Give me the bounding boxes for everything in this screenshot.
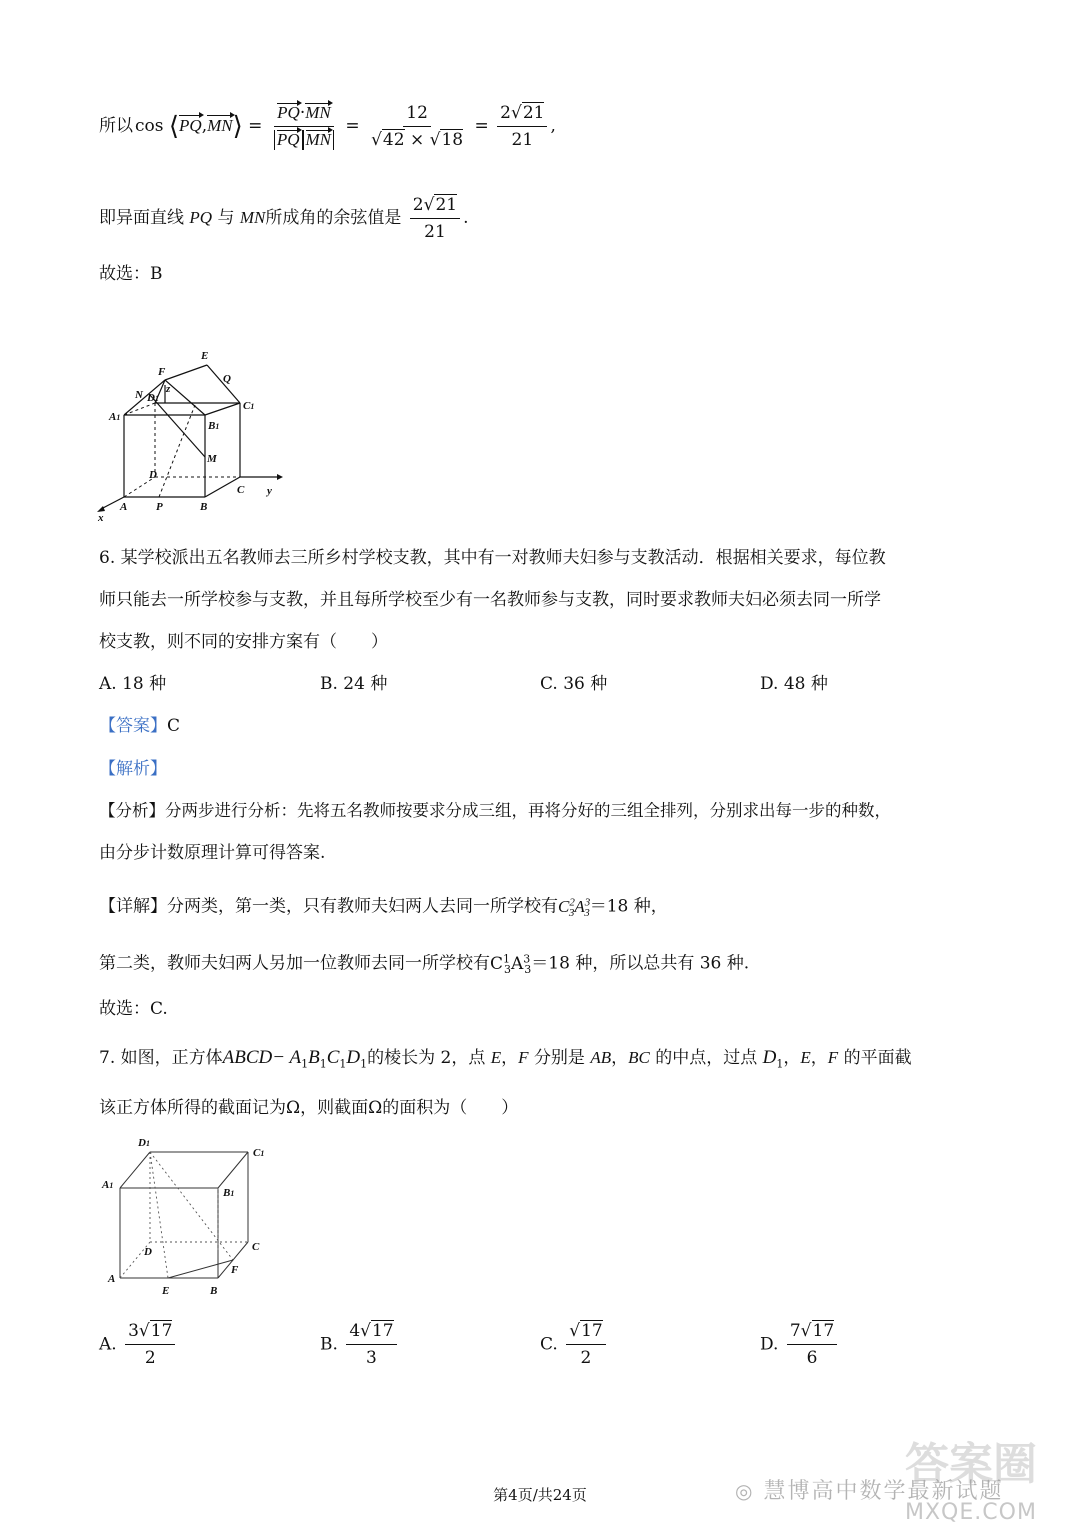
label-A: A xyxy=(120,501,128,513)
figure-cube-section xyxy=(100,1130,275,1300)
q7-option-d: D. $\frac{7√17}{6}$ xyxy=(760,1320,840,1369)
label7-A: A xyxy=(108,1273,116,1285)
figure-cube-coordinate xyxy=(95,345,285,525)
label-E: E xyxy=(201,350,209,362)
label-D1: D1 xyxy=(147,392,159,404)
wechat-icon: ◎ xyxy=(735,1479,755,1503)
q7-option-b: B. $\frac{4√17}{3}$ xyxy=(320,1320,400,1369)
q7-line2: 该正方体所得的截面记为Ω，则截面Ω的面积为（ ） xyxy=(99,1098,519,1118)
label-A1: A1 xyxy=(109,411,121,423)
q7-option-c: C. $\frac{√17}{2}$ xyxy=(540,1320,609,1369)
watermark-wechat: ◎ 慧博高中数学最新试题 xyxy=(735,1479,1004,1504)
label-C1: C1 xyxy=(243,400,255,412)
numeric-fraction: $\frac{12}{√42 \times √18}$ xyxy=(371,103,464,150)
label-B: B xyxy=(200,501,208,513)
label-z: z xyxy=(166,383,171,395)
conclusion-line: 即异面直线 PQ 与 MN所成角的余弦值是 $\frac{2√21}{21}$ . xyxy=(99,195,469,242)
q6-option-b: B. 24 种 xyxy=(320,674,388,694)
result-fraction: $\frac{2√21}{21}$ xyxy=(497,102,547,151)
q6-line1: 6. 某学校派出五名教师去三所乡村学校支教，其中有一对教师夫妇参与支教活动．根据相关要求，每位教 xyxy=(99,548,886,568)
q7-option-a: A. $\frac{3√17}{2}$ xyxy=(99,1320,178,1369)
q6-select: 故选：C. xyxy=(99,999,168,1019)
cos-formula: 所以 cos ⟨PQ,MN⟩ = $\frac{PQ\cdot MN}{\text{PQ MN}}$ = $\frac{12}{√42 \times √18}$ = $\frac{2√21}{21}$ , xyxy=(99,103,556,150)
label-B1: B1 xyxy=(208,420,220,432)
label-y: y xyxy=(267,485,272,497)
label7-D: D xyxy=(144,1246,152,1258)
conclusion-fraction: $\frac{2√21}{21}$ xyxy=(410,194,460,243)
q6-second: 第二类，教师夫妇两人另加一位教师去同一所学校有$C^1_3A^3_3=18$ 种，所以总共有 36 种. xyxy=(99,952,750,977)
cos-fraction: $\frac{PQ\cdot MN}{\text{PQ MN}}$ xyxy=(271,102,337,151)
q7-line1: 7. 如图，正方体ABCD− $A_1B_1C_1D_1$的棱长为 2，点 E，F 分别是 AB，BC 的中点，过点 $D_1$，E，F 的平面截 xyxy=(99,1047,912,1071)
label-x: x xyxy=(98,512,104,524)
label7-B: B xyxy=(210,1285,218,1297)
label-C: C xyxy=(237,484,245,496)
q6-fenxi2: 由分步计数原理计算可得答案. xyxy=(99,843,326,863)
q6-detail: 【详解】分两类，第一类，只有教师夫妇两人去同一所学校有$C^2_3A^3_3=18$ 种， xyxy=(99,896,668,920)
label-D: D xyxy=(149,469,157,481)
answer-5: 故选：B xyxy=(99,264,163,284)
label-F: F xyxy=(158,366,166,378)
label7-A1: A1 xyxy=(102,1179,114,1191)
q6-analysis-tag: 【解析】 xyxy=(99,759,167,779)
q6-option-a: A. 18 种 xyxy=(99,674,167,694)
label7-F: F xyxy=(231,1264,239,1276)
vector-pq: PQ xyxy=(179,114,202,138)
page-footer: 第4页/共24页 xyxy=(493,1486,587,1504)
label7-D1: D1 xyxy=(138,1137,150,1149)
q6-answer: 【答案】C xyxy=(99,716,181,736)
vector-mn: MN xyxy=(207,114,233,138)
q6-fenxi1: 【分析】分两步进行分析：先将五名教师按要求分成三组，再将分好的三组全排列，分别求出每一步的种数， xyxy=(99,801,891,820)
watermark-stamp: 答案圈 xyxy=(905,1439,1037,1490)
watermark-site: MXQE.COM xyxy=(905,1500,1037,1525)
label7-C1: C1 xyxy=(253,1147,265,1159)
q6-line2: 师只能去一所学校参与支教，并且每所学校至少有一名教师参与支教，同时要求教师夫妇必须去同一所学 xyxy=(99,590,881,610)
label-Q: Q xyxy=(223,373,231,385)
q6-line3: 校支教，则不同的安排方案有（ ） xyxy=(99,632,388,652)
label7-E: E xyxy=(162,1285,170,1297)
label-N: N xyxy=(135,389,143,401)
label-M: M xyxy=(207,453,217,465)
label-P: P xyxy=(156,501,163,513)
q6-option-c: C. 36 种 xyxy=(540,674,608,694)
label7-B1: B1 xyxy=(223,1187,235,1199)
q6-option-d: D. 48 种 xyxy=(760,674,828,694)
label7-C: C xyxy=(252,1241,260,1253)
